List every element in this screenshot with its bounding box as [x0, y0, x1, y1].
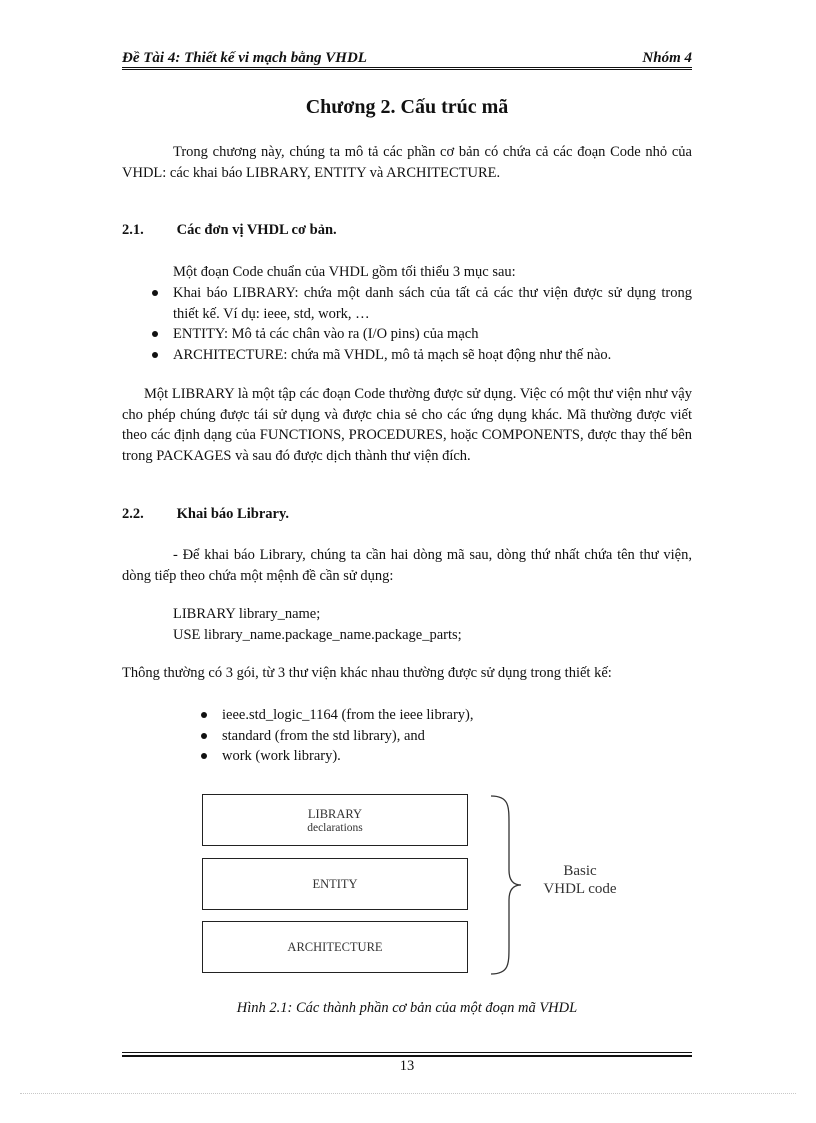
intro-paragraph: Trong chương này, chúng ta mô tả các phần cơ bản có chứa cả các đoạn Code nhỏ của VHDL: các khai báo LIBRARY, ENTITY và ARCHITECTURE.: [122, 144, 692, 181]
packages-paragraph: Thông thường có 3 gói, từ 3 thư viện khác nhau thường được sử dụng trong thiết kế:: [122, 665, 612, 681]
library-box: [202, 794, 468, 846]
list-item-text: ARCHITECTURE: chứa mã VHDL, mô tả mạch sẽ hoạt động như thế nào.: [173, 346, 612, 363]
page-bottom-border: [20, 1093, 796, 1094]
vhdl-structure-diagram: [200, 792, 640, 982]
footer-rule-thick: [122, 1055, 692, 1057]
section-heading-2-2: [122, 506, 289, 523]
section1-lead: Một đoạn Code chuẩn của VHDL gồm tối thiểu 3 mục sau:: [173, 264, 516, 280]
footer-rule: [122, 1052, 692, 1053]
bullet-icon: [201, 753, 207, 759]
library-box-label: LIBRARY: [307, 806, 363, 821]
section-title-text: Các đơn vị VHDL cơ bản.: [176, 222, 337, 238]
section-number: 2.2.: [122, 506, 144, 522]
section-heading-2-1: [122, 222, 337, 239]
header-title: Đề Tài 4: Thiết kế vi mạch bằng VHDL: [122, 50, 367, 66]
list-item-text: standard (from the std library), and: [222, 727, 425, 744]
basic-vhdl-label: [530, 862, 630, 898]
architecture-box-label: ARCHITECTURE: [287, 939, 383, 954]
library-paragraph: Một LIBRARY là một tập các đoạn Code thường được sử dụng. Việc có một thư viện như vậy cho phép chúng được tái sử dụng và được chia sẻ cho các ứng dụng khác. Mã thường được viết theo các định dạng của FUNCTIONS, PROCEDURES, hoặc COMPONENTS, được thay thế bên trong PACKAGES và sau đó được dịch thành thư viện đích.: [122, 386, 692, 464]
section-number: 2.1.: [122, 222, 144, 238]
code-line: USE library_name.package_name.package_parts;: [173, 626, 462, 643]
section2-lead: - Để khai báo Library, chúng ta cần hai dòng mã sau, dòng thứ nhất chứa tên thư viện, dòng tiếp theo chứa một mệnh đề cần sử dụng:: [122, 547, 692, 584]
architecture-box: [202, 921, 468, 973]
bullet-icon: [152, 331, 158, 337]
basic-label-line: VHDL code: [543, 881, 617, 897]
entity-box-label: ENTITY: [312, 876, 358, 891]
list-item: [198, 726, 678, 747]
header-group: Nhóm 4: [642, 50, 692, 66]
list-item-text: work (work library).: [222, 748, 341, 764]
list-item-text: ieee.std_logic_1164 (from the ieee library),: [222, 707, 474, 723]
list-item: [198, 746, 678, 767]
code-block: [173, 604, 462, 645]
list-item: [149, 324, 692, 345]
list-item-text: ENTITY: Mô tả các chân vào ra (I/O pins) của mạch: [173, 326, 479, 342]
code-line: LIBRARY library_name;: [173, 606, 321, 622]
packages-bullet-list: [198, 705, 678, 767]
basic-label-line: Basic: [563, 863, 597, 879]
bullet-icon: [201, 712, 207, 718]
curly-brace-icon: [485, 794, 525, 976]
chapter-title: Chương 2. Cấu trúc mã: [305, 96, 509, 118]
bullet-icon: [201, 733, 207, 739]
figure-caption: Hình 2.1: Các thành phần cơ bản của một đoạn mã VHDL: [236, 1000, 578, 1016]
list-item: [149, 345, 692, 366]
section-title-text: Khai báo Library.: [176, 506, 290, 522]
entity-box: [202, 858, 468, 910]
header-rule: [122, 67, 692, 68]
section1-bullet-list: [149, 283, 692, 365]
list-item: [198, 705, 678, 726]
bullet-icon: [152, 290, 158, 296]
header-rule-secondary: [122, 69, 692, 70]
library-box-sublabel: declarations: [307, 821, 363, 834]
page-number: 13: [399, 1058, 415, 1074]
page-header: [122, 48, 692, 70]
list-item-text: Khai báo LIBRARY: chứa một danh sách của tất cả các thư viện được sử dụng trong thiết kế. Ví dụ: ieee, std, work, …: [173, 285, 692, 322]
list-item: [149, 283, 692, 324]
bullet-icon: [152, 352, 158, 358]
